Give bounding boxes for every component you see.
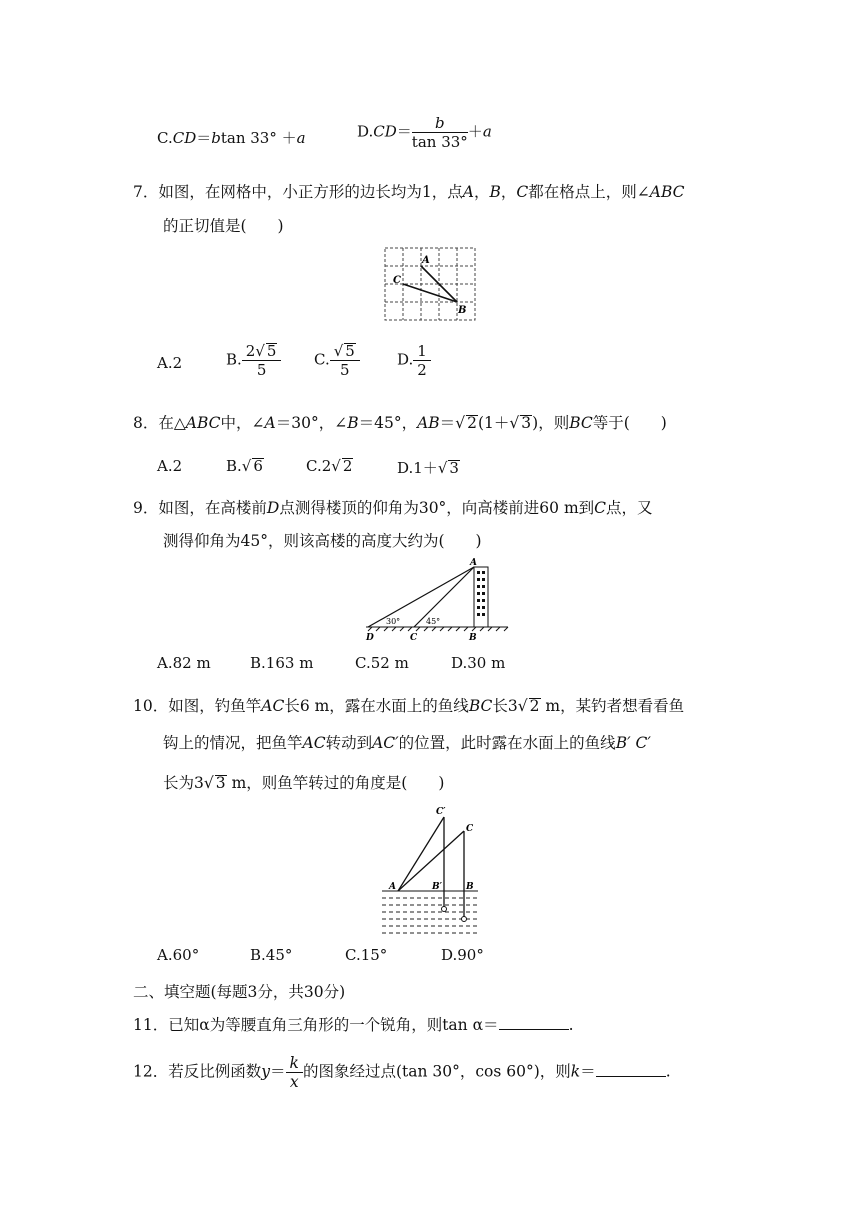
q9-fig-angle-45: 45° [426,617,441,626]
q9-stem-line1: 9．如图，在高楼前D点测得楼顶的仰角为30°，向高楼前进60 m到C点，又 [133,499,653,517]
q9-fig-label-a: A [470,558,477,568]
q9-building-figure [364,557,510,643]
q7-option-a: A.2 [157,354,183,372]
q11-stem: 11．已知α为等腰直角三角形的一个锐角，则tan α＝ . [133,1016,574,1034]
q9-fig-label-b: B [469,633,477,643]
q9-fig-label-c: C [410,633,418,643]
q9-option-d: D.30 m [451,654,506,672]
q10-fig-label-a: A [389,882,396,892]
q7-fig-label-b: B [458,305,467,316]
q10-fishing-figure [380,803,480,938]
q7-grid-figure [384,247,476,321]
q8-option-d: D.1＋√ 3 [397,459,459,477]
q8-option-b: B.√ 6 [226,457,263,475]
q7-option-b: B. $\frac{2√ 5}{5}$ [226,342,281,379]
q11-answer-blank[interactable] [499,1017,569,1030]
q6-option-d: D.CD＝ $\frac{b}{\tan 33^\circ}$ ＋a [357,114,492,151]
q9-fig-angle-30: 30° [386,617,401,626]
q10-fig-label-bp: B′ [432,882,442,892]
q7-stem-line2: 的正切值是( ) [163,217,284,235]
q9-option-b: B.163 m [250,654,314,672]
q12-stem: 12．若反比例函数y＝ $\frac{k}{x}$ 的图象经过点(tan 30°，cos 60°)，则k＝ . [133,1054,671,1091]
q9-stem-line2: 测得仰角为45°，则该高楼的高度大约为( ) [163,532,482,550]
q10-option-c: C.15° [345,946,388,964]
q12-answer-blank[interactable] [596,1064,666,1077]
q10-fig-label-b: B [466,882,474,892]
q10-stem-line3: 长为3√ 3 m，则鱼竿转过的角度是( ) [163,774,445,792]
q10-stem-line2: 钩上的情况，把鱼竿AC转动到AC′的位置，此时露在水面上的鱼线B′ C′ [163,734,651,752]
q9-option-a: A.82 m [157,654,211,672]
q10-option-d: D.90° [441,946,484,964]
q7-option-c: C. $\frac{√ 5}{5}$ [314,342,360,379]
q10-option-a: A.60° [157,946,200,964]
q10-stem-line1: 10．如图，钓鱼竿AC长6 m，露在水面上的鱼线BC长3√ 2 m，某钓者想看看鱼 [133,697,685,715]
q7-fig-label-a: A [422,255,430,266]
q10-option-b: B.45° [250,946,293,964]
q9-fig-label-d: D [366,633,374,643]
q9-option-c: C.52 m [355,654,409,672]
q7-option-d: D. $\frac{1}{2}$ [397,342,431,379]
q10-fig-label-c: C [466,824,474,834]
q7-fig-label-c: C [393,275,401,286]
section-2-heading: 二、填空题(每题3分，共30分) [133,983,346,1001]
q10-fig-label-cp: C′ [436,807,446,817]
q8-option-c: C.2√ 2 [306,457,353,475]
q6-option-c: C.CD＝btan 33° ＋a [157,129,306,147]
q8-stem: 8．在△ABC中，∠A＝30°，∠B＝45°，AB＝√ 2(1＋√ 3)，则BC等于( ) [133,414,667,432]
q8-option-a: A.2 [157,457,183,475]
q7-stem-line1: 7．如图，在网格中，小正方形的边长均为1，点A，B，C都在格点上，则∠ABC [133,183,685,201]
